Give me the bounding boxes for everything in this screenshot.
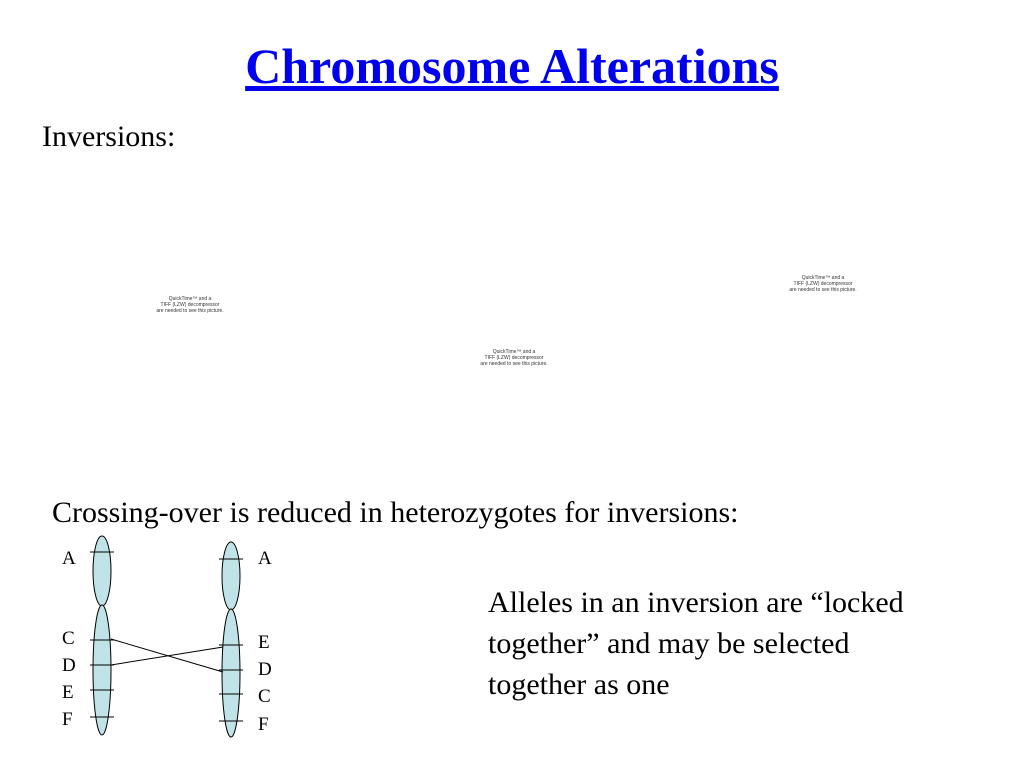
placeholder-line: TIFF (LZW) decompressor xyxy=(160,302,220,308)
right-gene-label: C xyxy=(258,686,271,707)
right-gene-label: F xyxy=(258,714,269,735)
locked-alleles-note: Alleles in an inversion are “locked together” and may be selected together as one xyxy=(488,586,904,701)
left-gene-label: E xyxy=(62,682,74,703)
left-long-arm xyxy=(93,605,111,735)
left-chromosome xyxy=(90,536,114,735)
right-short-arm xyxy=(222,542,240,610)
slide-title: Chromosome Alterations xyxy=(245,38,779,94)
placeholder-line: TIFF (LZW) decompressor xyxy=(484,355,544,361)
placeholder-line: are needed to see this picture. xyxy=(789,287,857,293)
placeholder-line: QuickTime™ and a xyxy=(801,275,845,281)
right-long-arm xyxy=(222,609,240,737)
placeholder-line: QuickTime™ and a xyxy=(492,349,536,355)
left-gene-label: D xyxy=(62,655,76,676)
placeholder-line: are needed to see this picture. xyxy=(480,361,548,367)
left-gene-label: F xyxy=(62,709,73,730)
placeholder-line: are needed to see this picture. xyxy=(156,308,224,314)
left-short-arm xyxy=(93,536,111,606)
right-gene-label: D xyxy=(258,659,272,680)
right-gene-label: E xyxy=(258,632,270,653)
crossover-line xyxy=(111,647,223,665)
right-chromosome xyxy=(219,542,243,737)
right-gene-label: A xyxy=(258,548,272,569)
placeholder-line: QuickTime™ and a xyxy=(168,296,212,302)
crossing-over-statement: Crossing-over is reduced in heterozygotes for inversions: xyxy=(52,496,739,529)
left-gene-label: C xyxy=(62,628,75,649)
left-gene-label: A xyxy=(62,548,76,569)
placeholder-line: TIFF (LZW) decompressor xyxy=(793,281,853,287)
inversions-heading: Inversions: xyxy=(42,120,176,153)
